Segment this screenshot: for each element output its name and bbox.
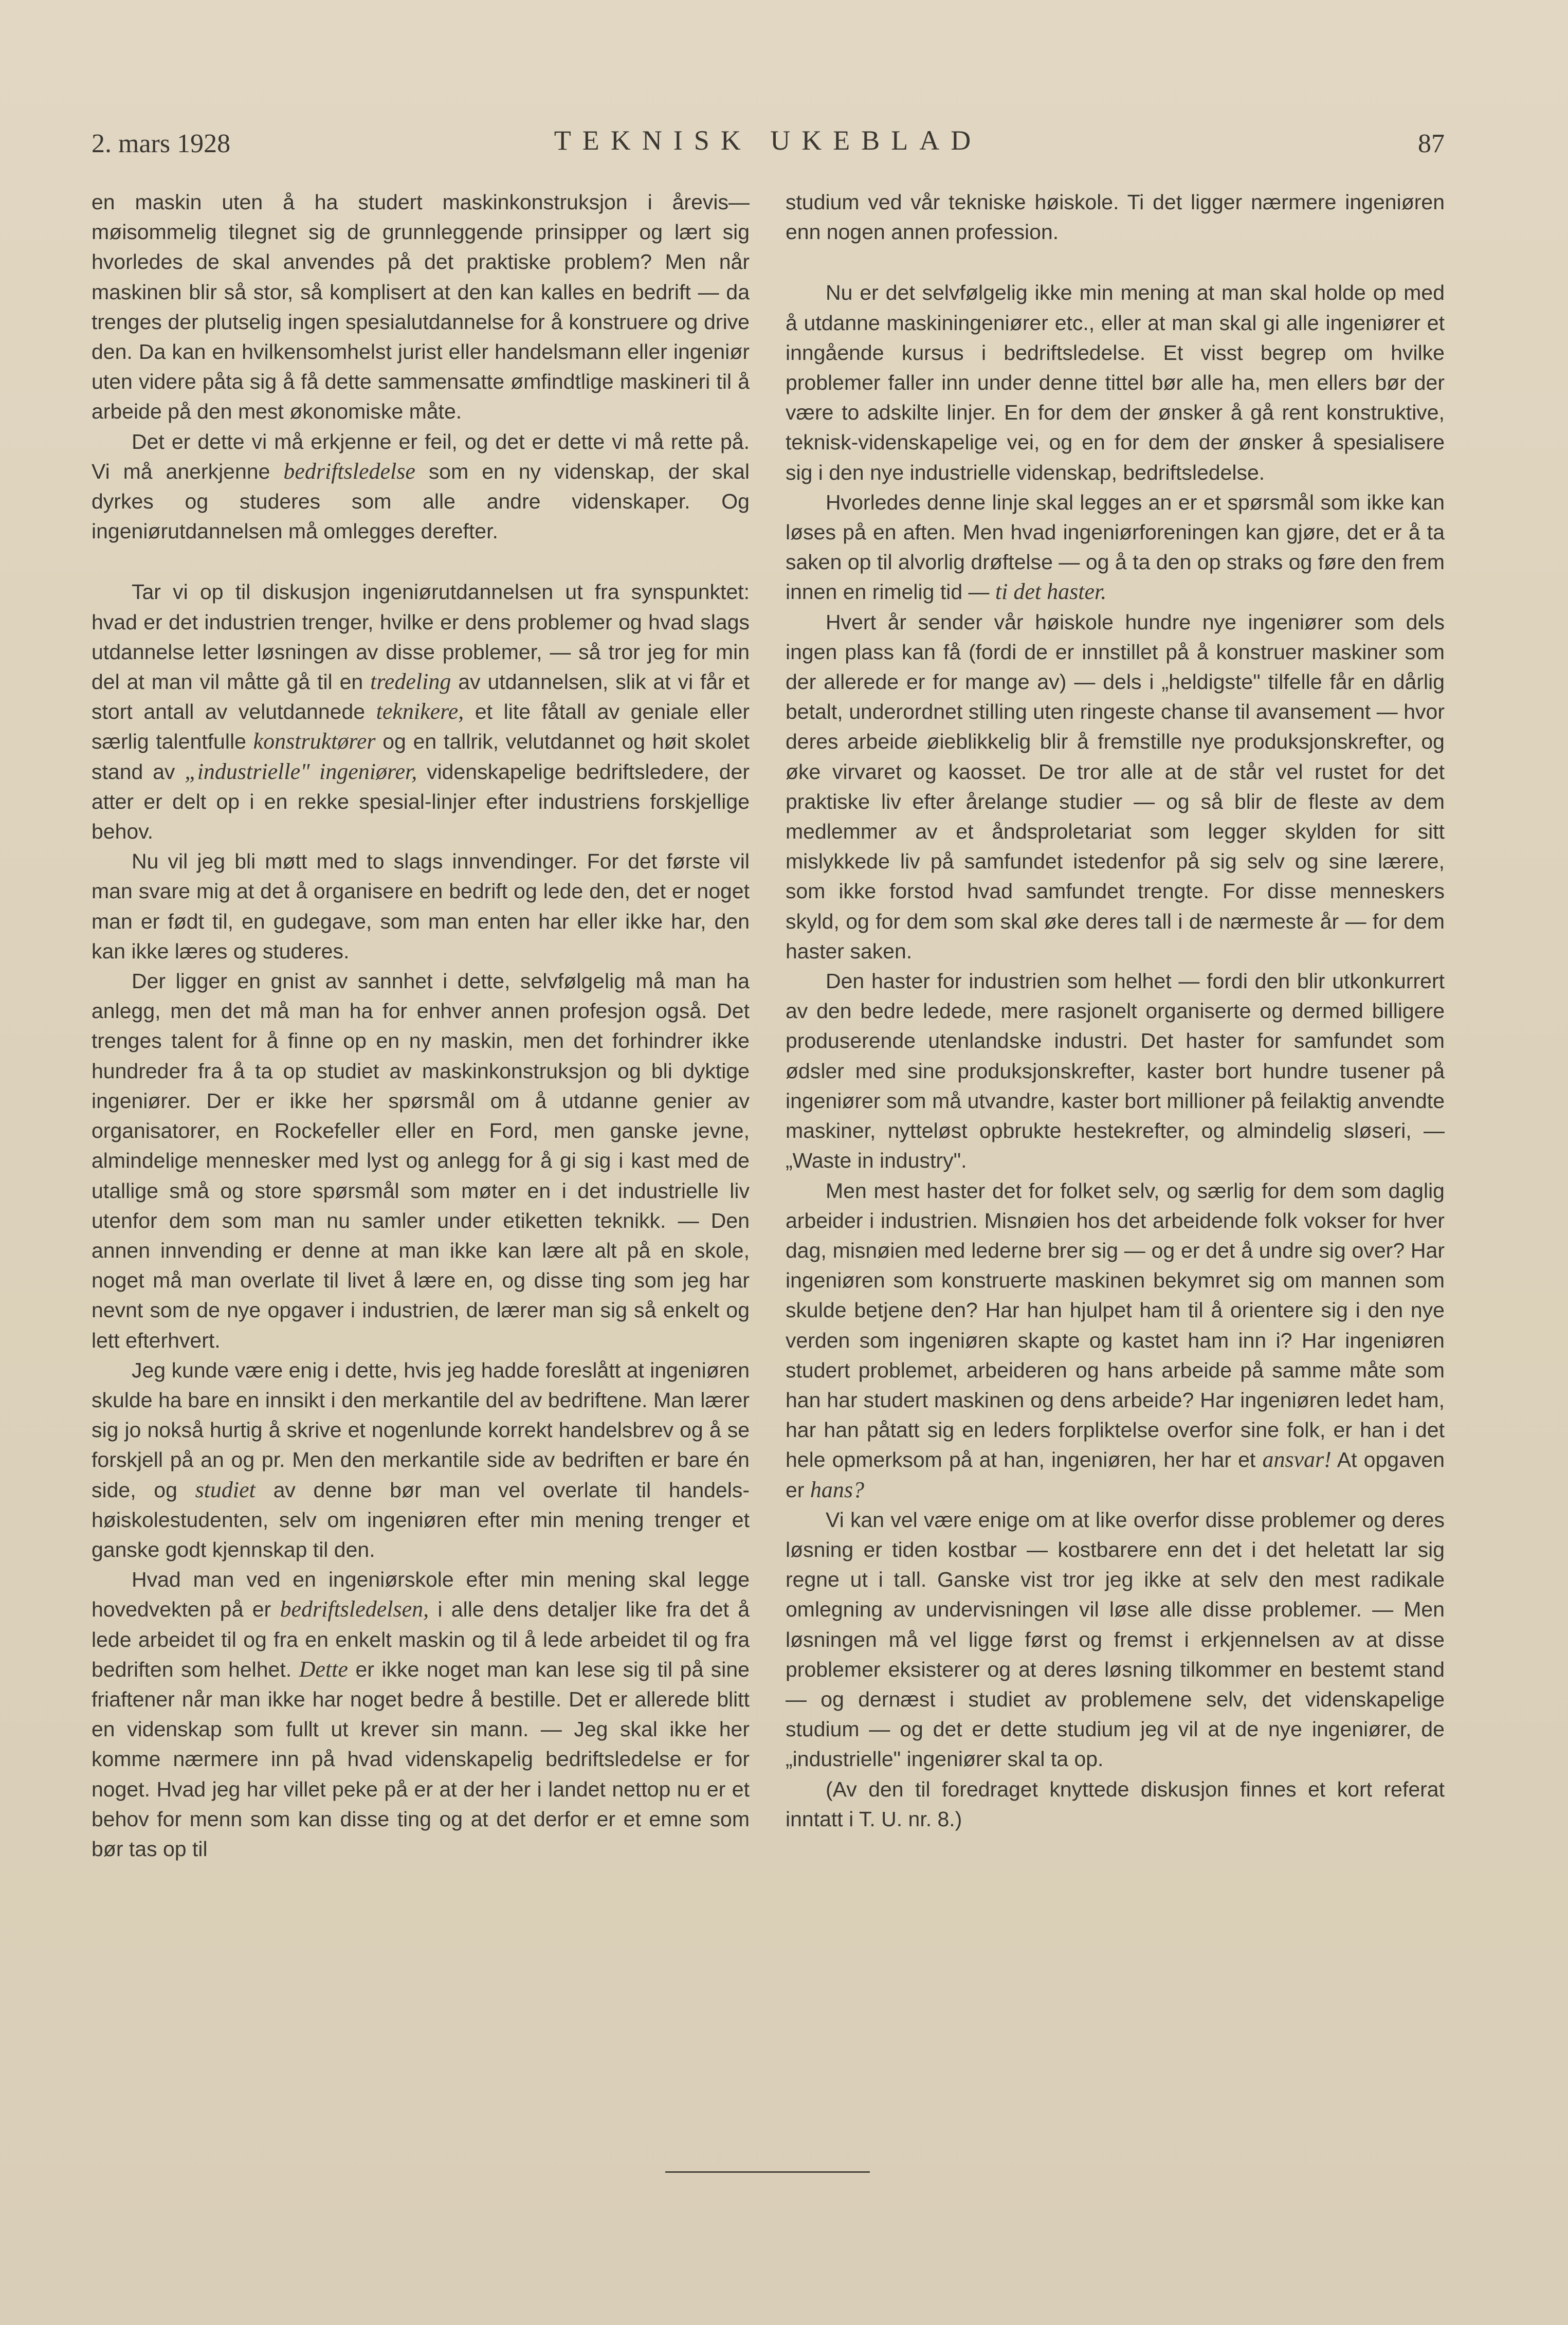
emphasis: bedriftsledelsen, (280, 1596, 429, 1622)
emphasis: hans? (810, 1477, 864, 1502)
emphasis: ansvar! (1262, 1447, 1332, 1473)
right-column (786, 187, 1445, 1834)
emphasis: bedriftsledelse (283, 458, 415, 484)
left-column (92, 187, 750, 1864)
header-date: 2. mars 1928 (92, 129, 231, 158)
emphasis: studiet (195, 1477, 256, 1502)
paragraph: Nu er det selvfølgelig ikke min mening at man skal holde op med å utdanne maskiningeniører etc., eller at man skal gi alle ingeniører et inngående kursus i bedriftsledelse. Et visst begrep om hvilke problemer faller inn under denne tittel bør alle ha, men ellers bør der være to adskilte linjer. En for dem der ønsker å gå rent konstruktive, teknisk-videnskapelige vei, og en for dem der ønsker å spesialisere sig i den nye industrielle videnskap, bedriftsledelse. (786, 281, 1445, 484)
paragraph: Der ligger en gnist av sannhet i dette, selvfølgelig må man ha anlegg, men det må man ha for enhver annen profesjon også. Det trenges talent for å finne op en ny maskin, men det forhindrer ikke hundreder fra å ta op studiet av maskinkonstruksjon og bli dyktige ingeniører. Der er ikke her spørsmål om å utdanne genier av organisatorer, en Rockefeller eller en Ford, men ganske jevne, almindelige mennesker med lyst og anlegg for å gi sig i kast med de utallige små og store spørsmål som møter en i det industrielle liv utenfor dem som man nu samler under etiketten teknikk. — Den annen innvending er denne at man ikke kan lære alt på en skole, noget må man overlate til livet å lære en, og disse ting som jeg har nevnt som de nye opgaver i industrien, de lærer man sig så enkelt og lett efterhvert. (92, 969, 750, 1352)
paragraph: Vi kan vel være enige om at like overfor disse problemer og deres løsning er tiden kostbar — kostbarere enn det i det heletatt lar sig regne ut i tall. Ganske vist tror jeg ikke at selv den mest radikale omlegning av undervisningen vil løse alle disse problemer. — Men løsningen må vel ligge først og fremst i erkjennelsen av at disse problemer eksisterer og at deres løsning tilkommer en bestemt stand — og dernæst i studiet av problemene selv, det videnskapelige studium — og det er dette studium jeg vil at de nye ingeniører, de „industrielle" ingeniører skal ta op. (786, 1507, 1445, 1771)
page-header (92, 122, 1445, 169)
paragraph-gap (92, 546, 750, 577)
paragraph: Nu vil jeg bli møtt med to slags innvendinger. For det første vil man svare mig at det å organisere en bedrift og lede den, det er noget man er født til, en gudegave, som man enten har eller ikke har, den kan ikke læres og studeres. (92, 849, 750, 963)
paragraph: Hvorledes denne linje skal legges an er et spørsmål som ikke kan løses på en aften. Men hvad ingeniørforeningen kan gjøre, det er å ta saken op til alvorlig drøftelse — og å ta den op straks og føre den frem innen en rimelig tid — ti det haster. (786, 490, 1445, 605)
emphasis: „industrielle" ingeniører, (185, 758, 417, 784)
paragraph: Den haster for industrien som helhet — fordi den blir utkonkurrert av den bedre ledede, mere rasjonelt organiserte og dermed billigere produserende utenlandske industri. Det haster for samfundet som ødsler med sine produksjonskrefter, kaster bort hundre tusener på ingeniører som må utvandre, kaster bort millioner på feilaktig anvendte maskiner, nytteløst opbrukte hestekrefter, og almindelig sløseri, — „Waste in industry". (786, 969, 1445, 1173)
paragraph: Men mest haster det for folket selv, og særlig for dem som daglig arbeider i industrien. Misnøien hos det arbeidende folk vokser for hver dag, misnøien med lederne brer sig — og er det å undre sig over? Har ingeniøren som konstruerte maskinen bekymret sig om mannen som skulde betjene den? Har han hjulpet ham til å orientere sig i den nye verden som ingeniøren skapte og kastet ham inn i? Har ingeniøren studert problemet, arbeideren og hans arbeide på samme måte som han har studert maskinen og dens arbeide? Har ingeniøren ledet ham, har han påtatt sig en leders forpliktelse overfor sine folk, er han i det hele opmerksom på at han, ingeniøren, her har et ansvar! At opgaven er hans? (786, 1178, 1445, 1502)
paragraph: Hvert år sender vår høiskole hundre nye ingeniører som dels ingen plass kan få (fordi de er innstillet på å konstruer maskiner som der allerede er for mange av) — dels i „heldigste" tilfelle får en dårlig betalt, underordnet stilling uten ringeste chanse til avansement — hvor deres arbeide øieblikkelig blir å fremstille nye produksjonskrefter, og øke virvaret og kaosset. De tror alle at de står vel rustet for det praktiske liv efter årelange studier — og så blir de fleste av dem medlemmer av et åndsproletariat som legger skylden for sitt mislykkede liv på samfundet istedenfor på sig selv og sine lærere, som ikke forstod hvad samfundet trengte. For disse menneskers skyld, og for dem som skal øke deres tall i de nærmeste år — for dem haster saken. (786, 610, 1445, 963)
paragraph: en maskin uten å ha studert maskinkonstruksjon i årevis— møisommelig tilegnet sig de grunnleggende prinsipper og lært sig hvorledes de skal anvendes på det praktiske problem? Men når maskinen blir så stor, så komplisert at den kan kalles en bedrift — da trenges der plutselig ingen spesialutdannelse for å konstruere og drive den. Da kan en hvilkensomhelst jurist eller handelsmann eller ingeniør uten videre påta sig å få dette sammensatte ømfindtlige maskineri til å arbeide på den mest økonomiske måte. (92, 190, 750, 424)
paragraph: studium ved vår tekniske høiskole. Ti det ligger nærmere ingeniøren enn nogen annen profession. (786, 190, 1445, 244)
emphasis: Dette (299, 1656, 348, 1682)
paragraph: Det er dette vi må erkjenne er feil, og det er dette vi må rette på. Vi må anerkjenne bedriftsledelse som en ny videnskap, der skal dyrkes og studeres som alle andre videnskaper. Og ingeniørutdannelsen må omlegges derefter. (92, 429, 750, 543)
paragraph: Jeg kunde være enig i dette, hvis jeg hadde foreslått at ingeniøren skulde ha bare en innsikt i den merkantile del av bedriftene. Man lærer sig jo nokså hurtig å skrive et nogenlunde korrekt handelsbrev og å se forskjell på an og pr. Men den merkantile side av bedriften er bare én side, og studiet av denne bør man vel overlate til handels-høiskolestudenten, selv om ingeniøren efter min mening trenger et ganske godt kjennskap til den. (92, 1358, 750, 1561)
emphasis: tredeling (370, 669, 451, 695)
closing-note: (Av den til foredraget knyttede diskusjon finnes et kort referat inntatt i T. U. nr. 8.) (786, 1777, 1445, 1831)
header-title: TEKNISK UKEBLAD (554, 125, 982, 156)
emphasis: konstruktører (253, 729, 376, 754)
paragraph: Hvad man ved en ingeniørskole efter min mening skal legge hovedvekten på er bedriftsledelsen, i alle dens detaljer like fra det å lede arbeidet til og fra en enkelt maskin og til å lede arbeidet til og fra bedriften som helhet. Dette er ikke noget man kan lese sig til på sine friaftener når man ikke har noget bedre å bestille. Det er allerede blitt en videnskap som fullt ut krever sin mann. — Jeg skal ikke her komme nærmere inn på hvad videnskapelig bedriftsledelse er for noget. Hvad jeg har villet peke på er at der her i landet nettop nu er et behov for menn som kan disse ting og at det derfor er et emne som bør tas op til (92, 1568, 750, 1861)
emphasis: teknikere, (376, 699, 464, 724)
end-rule (665, 2171, 870, 2173)
emphasis: ti det haster. (995, 579, 1107, 605)
paragraph: Tar vi op til diskusjon ingeniørutdannelsen ut fra synspunktet: hvad er det industrien trenger, hvilke er dens problemer og hvad slags utdannelse letter løsningen av disse problemer, — så tror jeg for min del at man vil måtte gå til en tredeling av utdannelsen, slik at vi får et stort antall av velutdannede teknikere, et lite fåtall av geniale eller særlig talentfulle konstruktører og en tallrik, velutdannet og høit skolet stand av „industrielle" ingeniører, videnskapelige bedriftsledere, der atter er delt op i en rekke spesial-linjer efter industriens forskjellige behov. (92, 580, 750, 844)
page-number: 87 (1418, 129, 1445, 158)
paragraph-gap (786, 247, 1445, 278)
